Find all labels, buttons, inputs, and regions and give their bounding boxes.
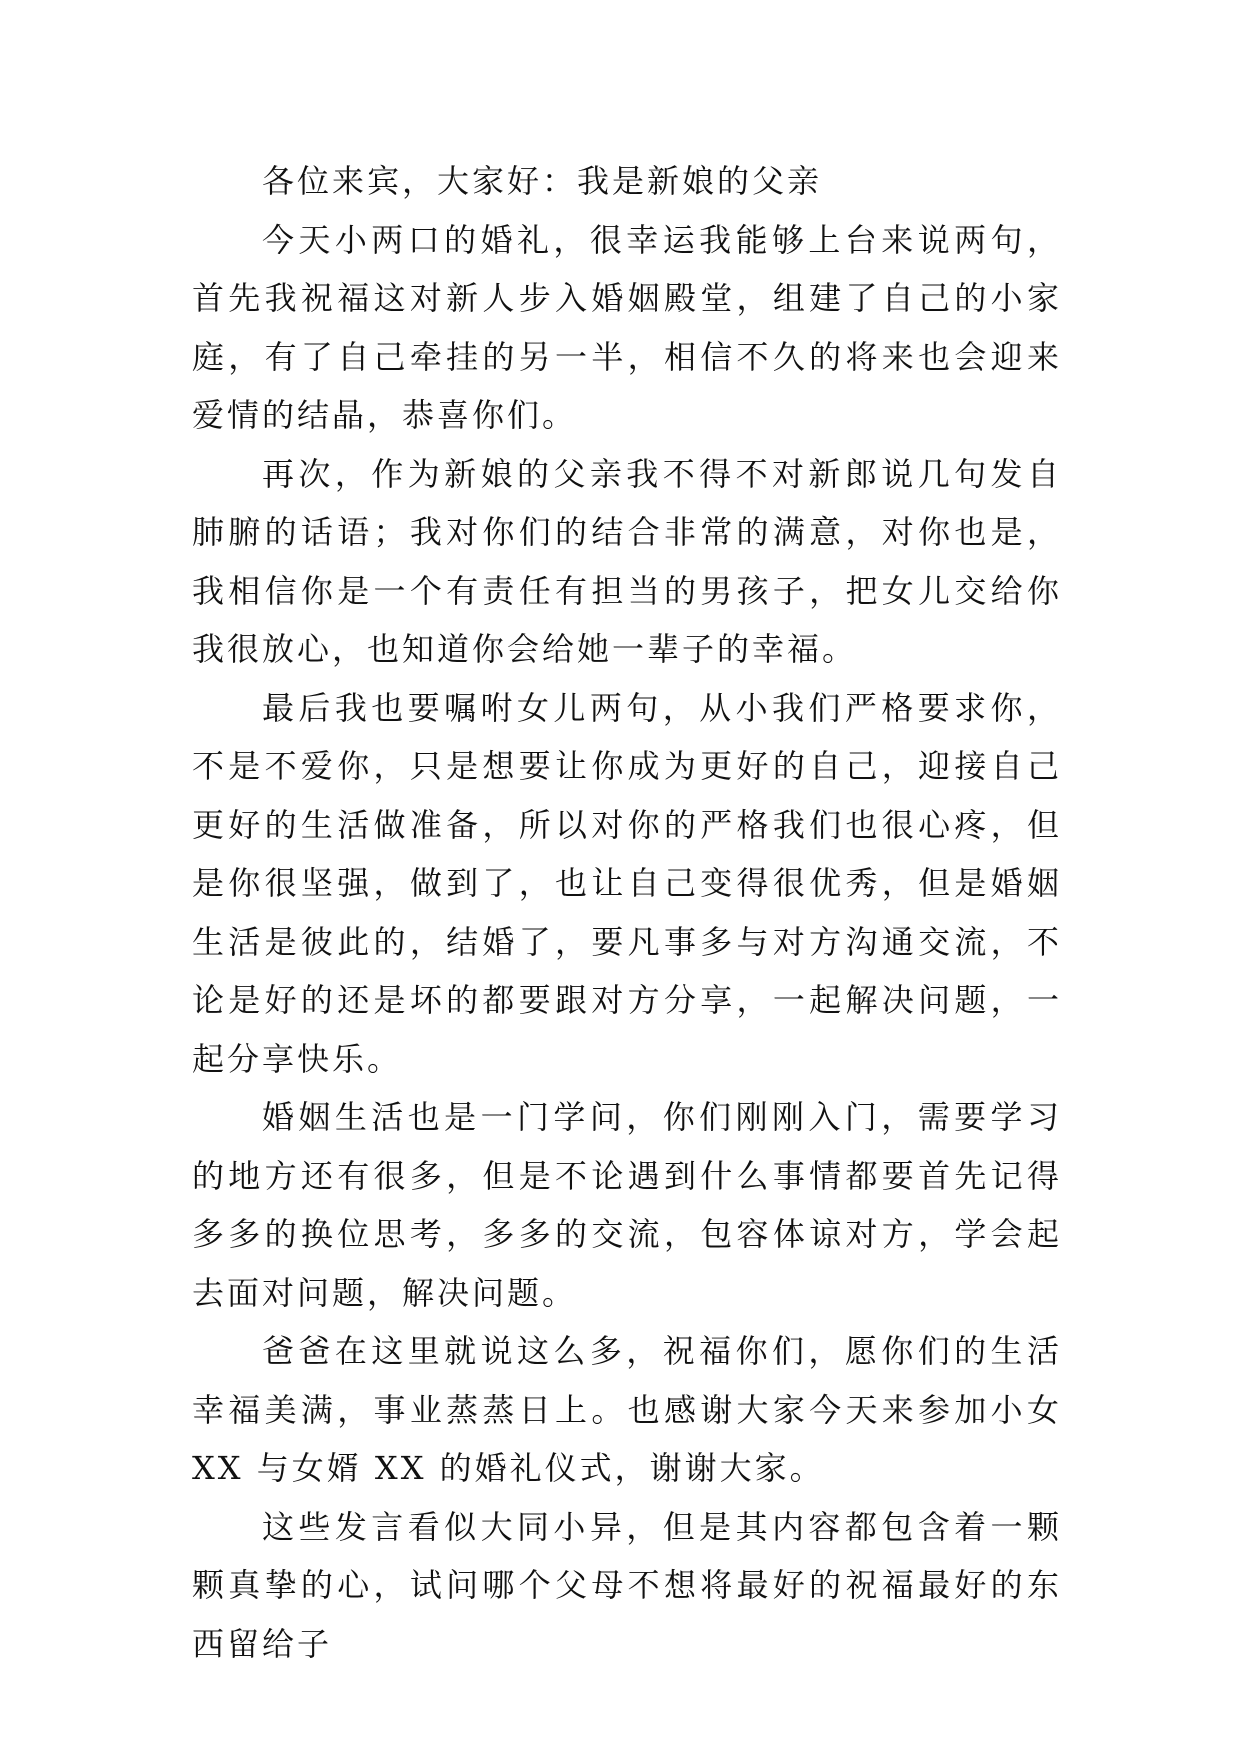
paragraph-commentary: 这些发言看似大同小异，但是其内容都包含着一颗颗真挚的心，试问哪个父母不想将最好的祝福最好的东西留给子 (192, 1507, 1062, 1663)
document-body (192, 152, 1062, 1673)
paragraph-to-daughter: 最后我也要嘱咐女儿两句，从小我们严格要求你，不是不爱你，只是想要让你成为更好的自己，迎接自己更好的生活做准备，所以对你的严格我们也很心疼，但是你很坚强，做到了，也让自己变得很优秀，但是婚姻生活是彼此的，结婚了，要凡事多与对方沟通交流，不论是好的还是坏的都要跟对方分享，一起解决问题，一起分享快乐。 (192, 688, 1062, 1078)
paragraph-closing: 爸爸在这里就说这么多，祝福你们，愿你们的生活幸福美满，事业蒸蒸日上。也感谢大家今天来参加小女 XX 与女婿 XX 的婚礼仪式，谢谢大家。 (192, 1332, 1062, 1487)
paragraph-to-groom: 再次，作为新娘的父亲我不得不对新郎说几句发自肺腑的话语；我对你们的结合非常的满意，对你也是，我相信你是一个有责任有担当的男孩子，把女儿交给你我很放心，也知道你会给她一辈子的幸福。 (192, 454, 1062, 668)
paragraph-greeting: 各位来宾，大家好：我是新娘的父亲 (262, 162, 823, 200)
paragraph-marriage-advice: 婚姻生活也是一门学问，你们刚刚入门，需要学习的地方还有很多，但是不论遇到什么事情都要首先记得多多的换位思考，多多的交流，包容体谅对方，学会起去面对问题，解决问题。 (192, 1098, 1062, 1312)
paragraph-blessing: 今天小两口的婚礼，很幸运我能够上台来说两句，首先我祝福这对新人步入婚姻殿堂，组建了自己的小家庭，有了自己牵挂的另一半，相信不久的将来也会迎来爱情的结晶，恭喜你们。 (192, 220, 1062, 434)
